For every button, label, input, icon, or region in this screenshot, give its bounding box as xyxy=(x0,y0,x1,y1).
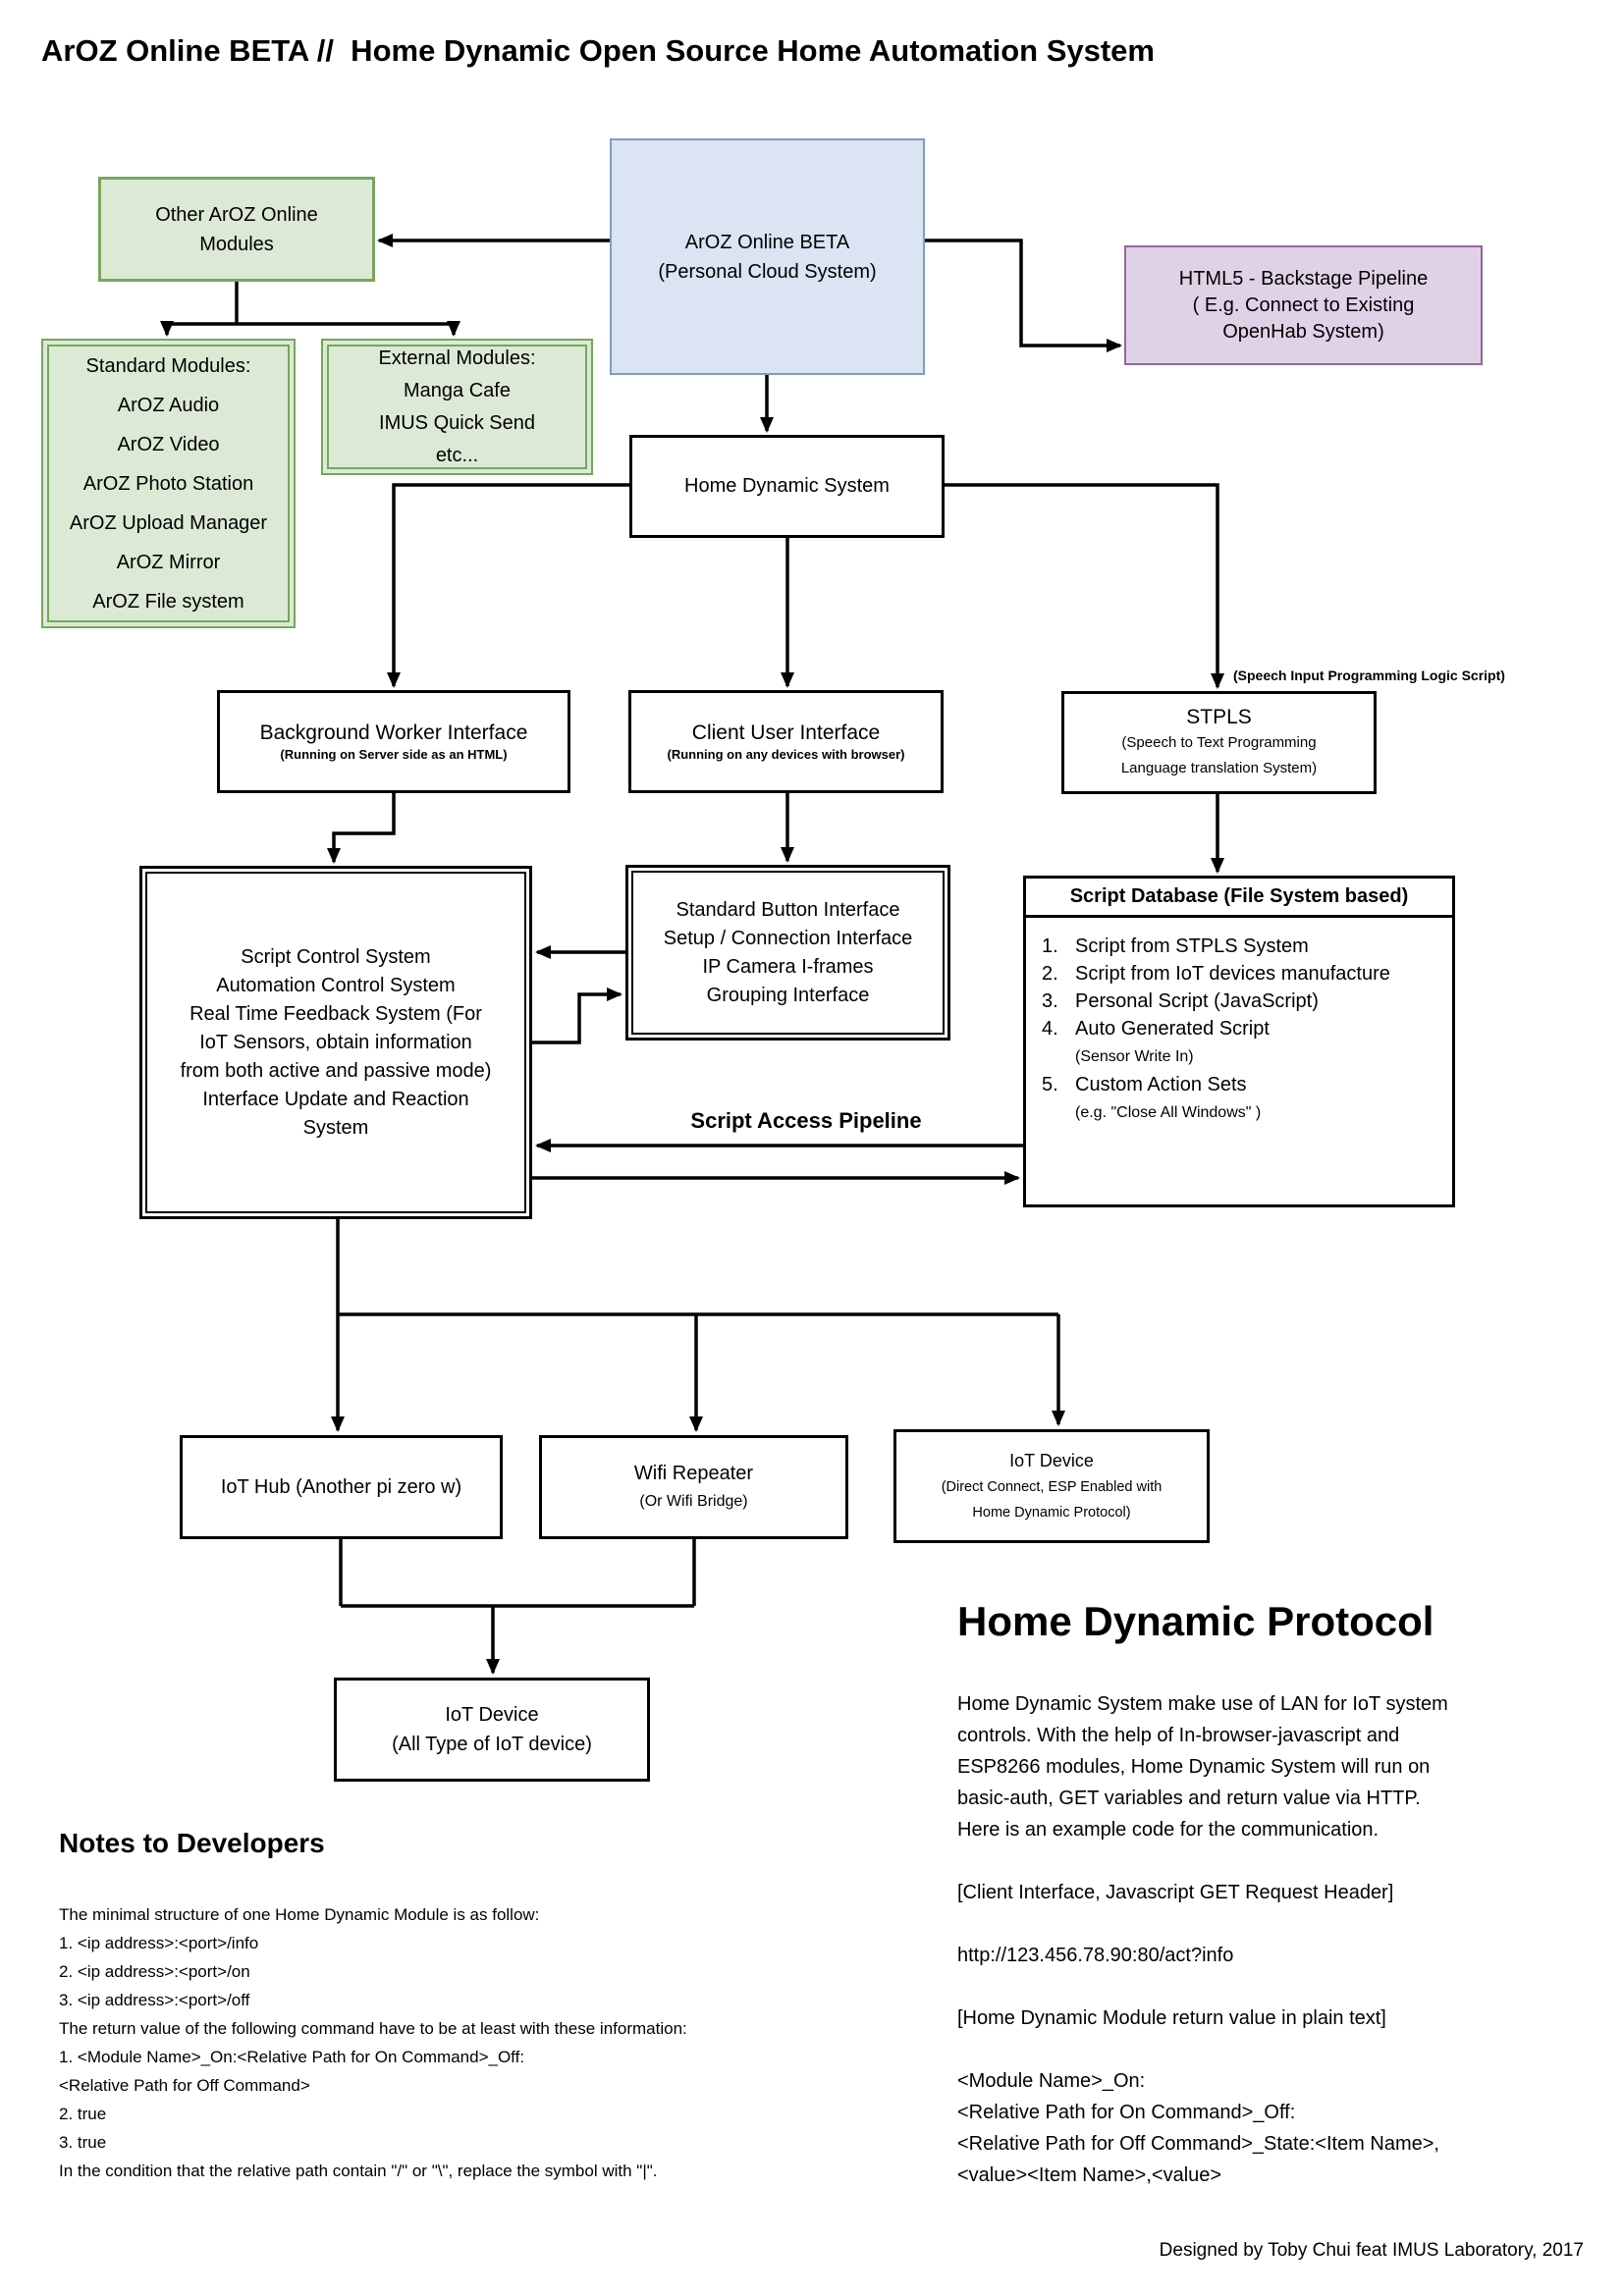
text-line: Setup / Connection Interface xyxy=(663,927,913,949)
text-line: 1. <ip address>:<port>/info xyxy=(59,1934,259,1952)
text-line: External Modules: xyxy=(378,347,536,369)
node-background-worker-interface xyxy=(217,690,570,793)
text-line: <value><Item Name>,<value> xyxy=(957,2164,1222,2186)
arrow-aroz-to-html5 xyxy=(925,240,1120,346)
text-line: ArOZ Video xyxy=(117,433,220,455)
text-line: The return value of the following command have to be at least with these information: xyxy=(59,2019,687,2038)
node-label: Wifi Repeater xyxy=(633,1462,754,1484)
text-line xyxy=(957,1845,1605,1877)
text-line: HTML5 - Backstage Pipeline xyxy=(1178,267,1429,290)
node-subtitle: (Speech to Text Programming xyxy=(1121,733,1317,751)
node-standard-button-interface xyxy=(625,865,950,1041)
credit-line: Designed by Toby Chui feat IMUS Laboratory, 2017 xyxy=(1159,2240,1584,2261)
text-line: controls. With the help of In-browser-javascript and xyxy=(957,1725,1400,1746)
text-line: System xyxy=(302,1116,369,1139)
list-item-note: (Sensor Write In) xyxy=(1075,1048,1194,1065)
text-line: 2. true xyxy=(59,2105,107,2123)
text-line: OpenHab System) xyxy=(1222,320,1384,343)
text-line: Manga Cafe xyxy=(404,379,511,401)
text-line: ArOZ Audio xyxy=(117,394,220,416)
text-line: [Home Dynamic Module return value in plain text] xyxy=(957,2007,1386,2029)
node-iot-device-all xyxy=(334,1678,650,1782)
text-line: 3. <ip address>:<port>/off xyxy=(59,1991,250,2009)
node-aroz-online-beta xyxy=(610,138,925,375)
line-other-modules-split xyxy=(167,282,454,324)
node-iot-device-direct xyxy=(893,1429,1210,1543)
text-line: Home Dynamic System make use of LAN for IoT system xyxy=(957,1693,1448,1715)
node-other-aroz-modules xyxy=(98,177,375,282)
node-client-user-interface xyxy=(628,690,944,793)
node-script-control-system xyxy=(139,866,532,1219)
node-subtitle: (Running on Server side as an HTML) xyxy=(280,746,508,762)
script-database-list xyxy=(1026,918,1452,1127)
node-subtitle: (Or Wifi Bridge) xyxy=(639,1492,748,1510)
text-line: IMUS Quick Send xyxy=(379,411,535,434)
text-line: ( E.g. Connect to Existing xyxy=(1192,294,1415,316)
text-line: Home Dynamic Protocol) xyxy=(972,1505,1131,1521)
node-iot-hub xyxy=(180,1435,503,1539)
text-line: 2. <ip address>:<port>/on xyxy=(59,1962,250,1981)
text-line xyxy=(957,1908,1605,1940)
text-line: <Relative Path for Off Command> xyxy=(59,2076,310,2095)
text-line: IoT Device xyxy=(1009,1451,1094,1470)
text-line: basic-auth, GET variables and return value via HTTP. xyxy=(957,1788,1421,1809)
node-standard-modules xyxy=(41,339,296,628)
text-line: ArOZ Online BETA xyxy=(684,231,850,253)
text-line: Grouping Interface xyxy=(706,984,870,1006)
text-line: Real Time Feedback System (For xyxy=(189,1002,482,1025)
text-line: <Relative Path for On Command>_Off: xyxy=(957,2102,1296,2123)
text-line: Automation Control System xyxy=(216,974,456,996)
text-line: The minimal structure of one Home Dynamic Module is as follow: xyxy=(59,1905,540,1924)
notes-heading: Notes to Developers xyxy=(59,1828,325,1858)
node-wifi-repeater xyxy=(539,1435,848,1539)
text-line: [Client Interface, Javascript GET Request Header] xyxy=(957,1882,1394,1903)
node-label: IoT Hub (Another pi zero w) xyxy=(220,1475,462,1498)
text-line: Modules xyxy=(199,233,274,255)
text-line xyxy=(957,2034,1605,2065)
node-label: Home Dynamic System xyxy=(684,475,890,497)
text-line: from both active and passive mode) xyxy=(180,1059,492,1082)
list-item-note: (e.g. "Close All Windows" ) xyxy=(1075,1104,1262,1121)
text-line xyxy=(957,1971,1605,2002)
list-item: 3. Personal Script (JavaScript) xyxy=(1042,990,1319,1012)
node-subtitle: Language translation System) xyxy=(1120,759,1318,776)
text-line: http://123.456.78.90:80/act?info xyxy=(957,1945,1234,1966)
arrow-homedynamic-to-stpls xyxy=(945,485,1217,687)
list-item: 4. Auto Generated Script xyxy=(1042,1018,1270,1040)
text-line: ESP8266 modules, Home Dynamic System will run on xyxy=(957,1756,1431,1778)
node-label: STPLS xyxy=(1186,705,1252,728)
text-line: (All Type of IoT device) xyxy=(392,1734,592,1755)
arrow-bwi-to-scriptcontrol xyxy=(334,793,394,862)
script-database-title: Script Database (File System based) xyxy=(1026,879,1452,918)
protocol-body xyxy=(957,1688,1605,2191)
node-html5-backstage-pipeline xyxy=(1124,245,1483,365)
list-item: 2. Script from IoT devices manufacture xyxy=(1042,963,1390,985)
text-line: IoT Device xyxy=(445,1704,539,1726)
list-item: 1. Script from STPLS System xyxy=(1042,935,1309,957)
text-line: ArOZ File system xyxy=(92,590,244,613)
text-line: IoT Sensors, obtain information xyxy=(199,1031,472,1053)
text-line: ArOZ Mirror xyxy=(116,551,221,573)
node-script-database xyxy=(1023,876,1455,1207)
text-line: Standard Modules: xyxy=(85,354,251,377)
text-line: IP Camera I-frames xyxy=(702,955,874,978)
node-label: Client User Interface xyxy=(691,721,881,744)
line-hub-wifi-merge xyxy=(341,1539,694,1606)
text-line: Script Control System xyxy=(241,945,431,968)
notes-body xyxy=(59,1900,687,2185)
node-label: Background Worker Interface xyxy=(259,721,528,744)
text-line: Here is an example code for the communication. xyxy=(957,1819,1380,1841)
text-line: Other ArOZ Online xyxy=(155,203,318,226)
line-scriptcontrol-branch xyxy=(338,1219,1058,1314)
node-subtitle: (Running on any devices with browser) xyxy=(667,746,905,762)
text-line: (Personal Cloud System) xyxy=(658,260,877,283)
text-line: ArOZ Upload Manager xyxy=(69,511,268,534)
node-home-dynamic-system xyxy=(629,435,945,538)
text-line: Standard Button Interface xyxy=(676,898,900,921)
text-line: Interface Update and Reaction xyxy=(202,1088,469,1110)
text-line: In the condition that the relative path contain "/" or "\", replace the symbol with "|". xyxy=(59,2162,658,2180)
script-access-pipeline-label: Script Access Pipeline xyxy=(690,1108,922,1133)
text-line: <Module Name>_On: xyxy=(957,2070,1146,2092)
list-item: 5. Custom Action Sets xyxy=(1042,1074,1247,1095)
node-stpls xyxy=(1061,691,1377,794)
node-external-modules xyxy=(321,339,593,475)
text-line: (Direct Connect, ESP Enabled with xyxy=(941,1479,1163,1495)
text-line: 1. <Module Name>_On:<Relative Path for On Command>_Off: xyxy=(59,2048,525,2066)
stpls-annotation: (Speech Input Programming Logic Script) xyxy=(1233,667,1505,683)
arrow-scriptcontrol-to-standardbutton xyxy=(532,994,621,1042)
text-line: ArOZ Photo Station xyxy=(82,472,254,495)
text-line: 3. true xyxy=(59,2133,107,2152)
text-line: <Relative Path for Off Command>_State:<Item Name>, xyxy=(957,2133,1439,2155)
arrow-homedynamic-to-bwi xyxy=(394,485,629,686)
protocol-heading: Home Dynamic Protocol xyxy=(957,1598,1434,1644)
page-title: ArOZ Online BETA // Home Dynamic Open Source Home Automation System xyxy=(41,33,1155,68)
text-line: etc... xyxy=(435,444,479,466)
